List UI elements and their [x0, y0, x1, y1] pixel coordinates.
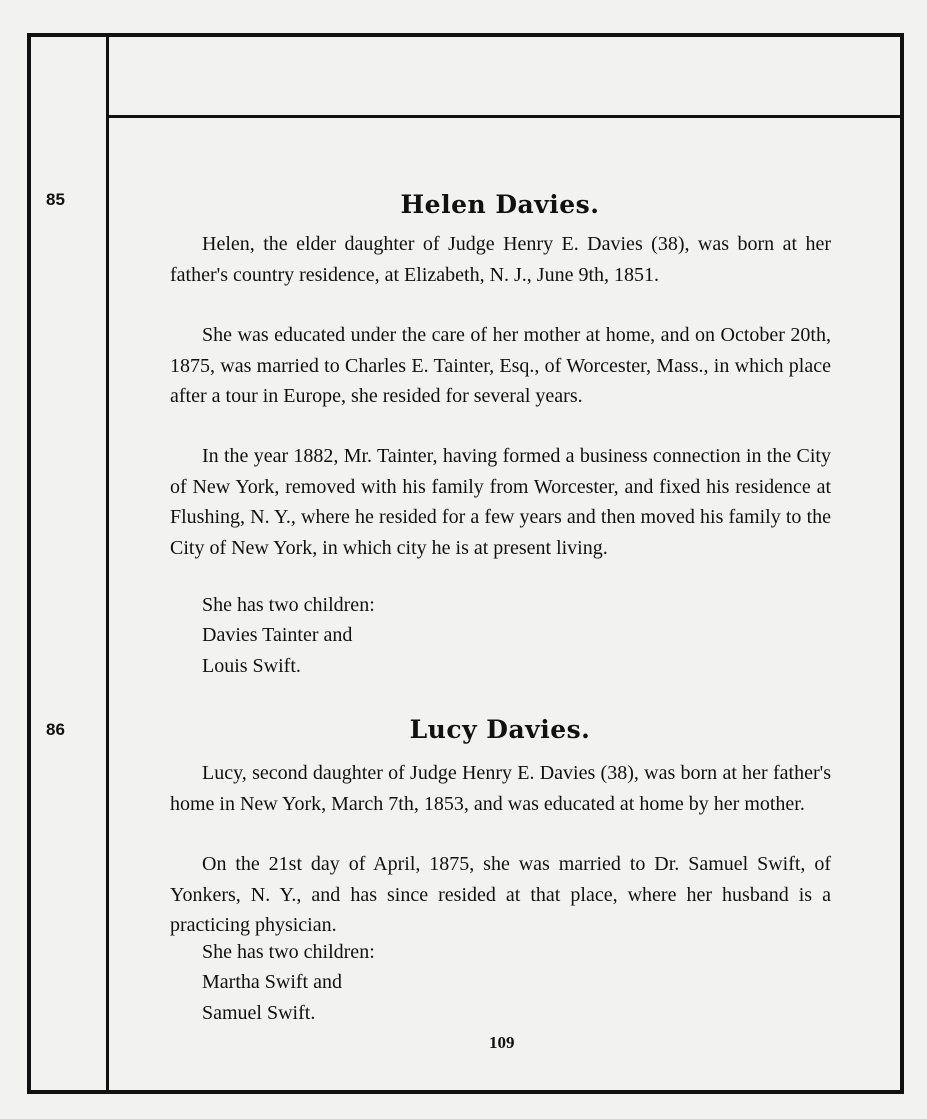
- entry-title: Helen Davies.: [400, 190, 600, 219]
- entry-number: 85: [46, 190, 65, 209]
- entry-number: 86: [46, 720, 65, 739]
- header-rule: [106, 115, 904, 118]
- entry-title: Lucy Davies.: [409, 715, 591, 744]
- child-name: Louis Swift.: [202, 655, 301, 677]
- child-name: Davies Tainter and: [202, 624, 353, 646]
- child-name: Samuel Swift.: [202, 1002, 316, 1024]
- paragraph: On the 21st day of April, 1875, she was married to Dr. Samuel Swift, of Yonkers, N. Y., and has since resided at that place, where her husband is a practicing physician.: [170, 853, 831, 936]
- paragraph: In the year 1882, Mr. Tainter, having formed a business connection in the City of New York, removed with his family from Worcester, and fixed his residence at Flushing, N. Y., where he resided for a few years and then moved his family to the City of New York, in which city he is at present living.: [170, 445, 831, 559]
- child-name: Martha Swift and: [202, 971, 342, 993]
- paragraph: She was educated under the care of her mother at home, and on October 20th, 1875, was married to Charles E. Tainter, Esq., of Worcester, Mass., in which place after a tour in Europe, she resided for several years.: [170, 324, 831, 407]
- paragraph: Helen, the elder daughter of Judge Henry E. Davies (38), was born at her father's country residence, at Elizabeth, N. J., June 9th, 1851.: [170, 233, 831, 286]
- children-intro: She has two children:: [202, 941, 375, 963]
- children-intro: She has two children:: [202, 594, 375, 616]
- page-number: 109: [489, 1033, 515, 1052]
- margin-rule: [106, 33, 109, 1094]
- paragraph: Lucy, second daughter of Judge Henry E. Davies (38), was born at her father's home in New York, March 7th, 1853, and was educated at home by her mother.: [170, 762, 831, 815]
